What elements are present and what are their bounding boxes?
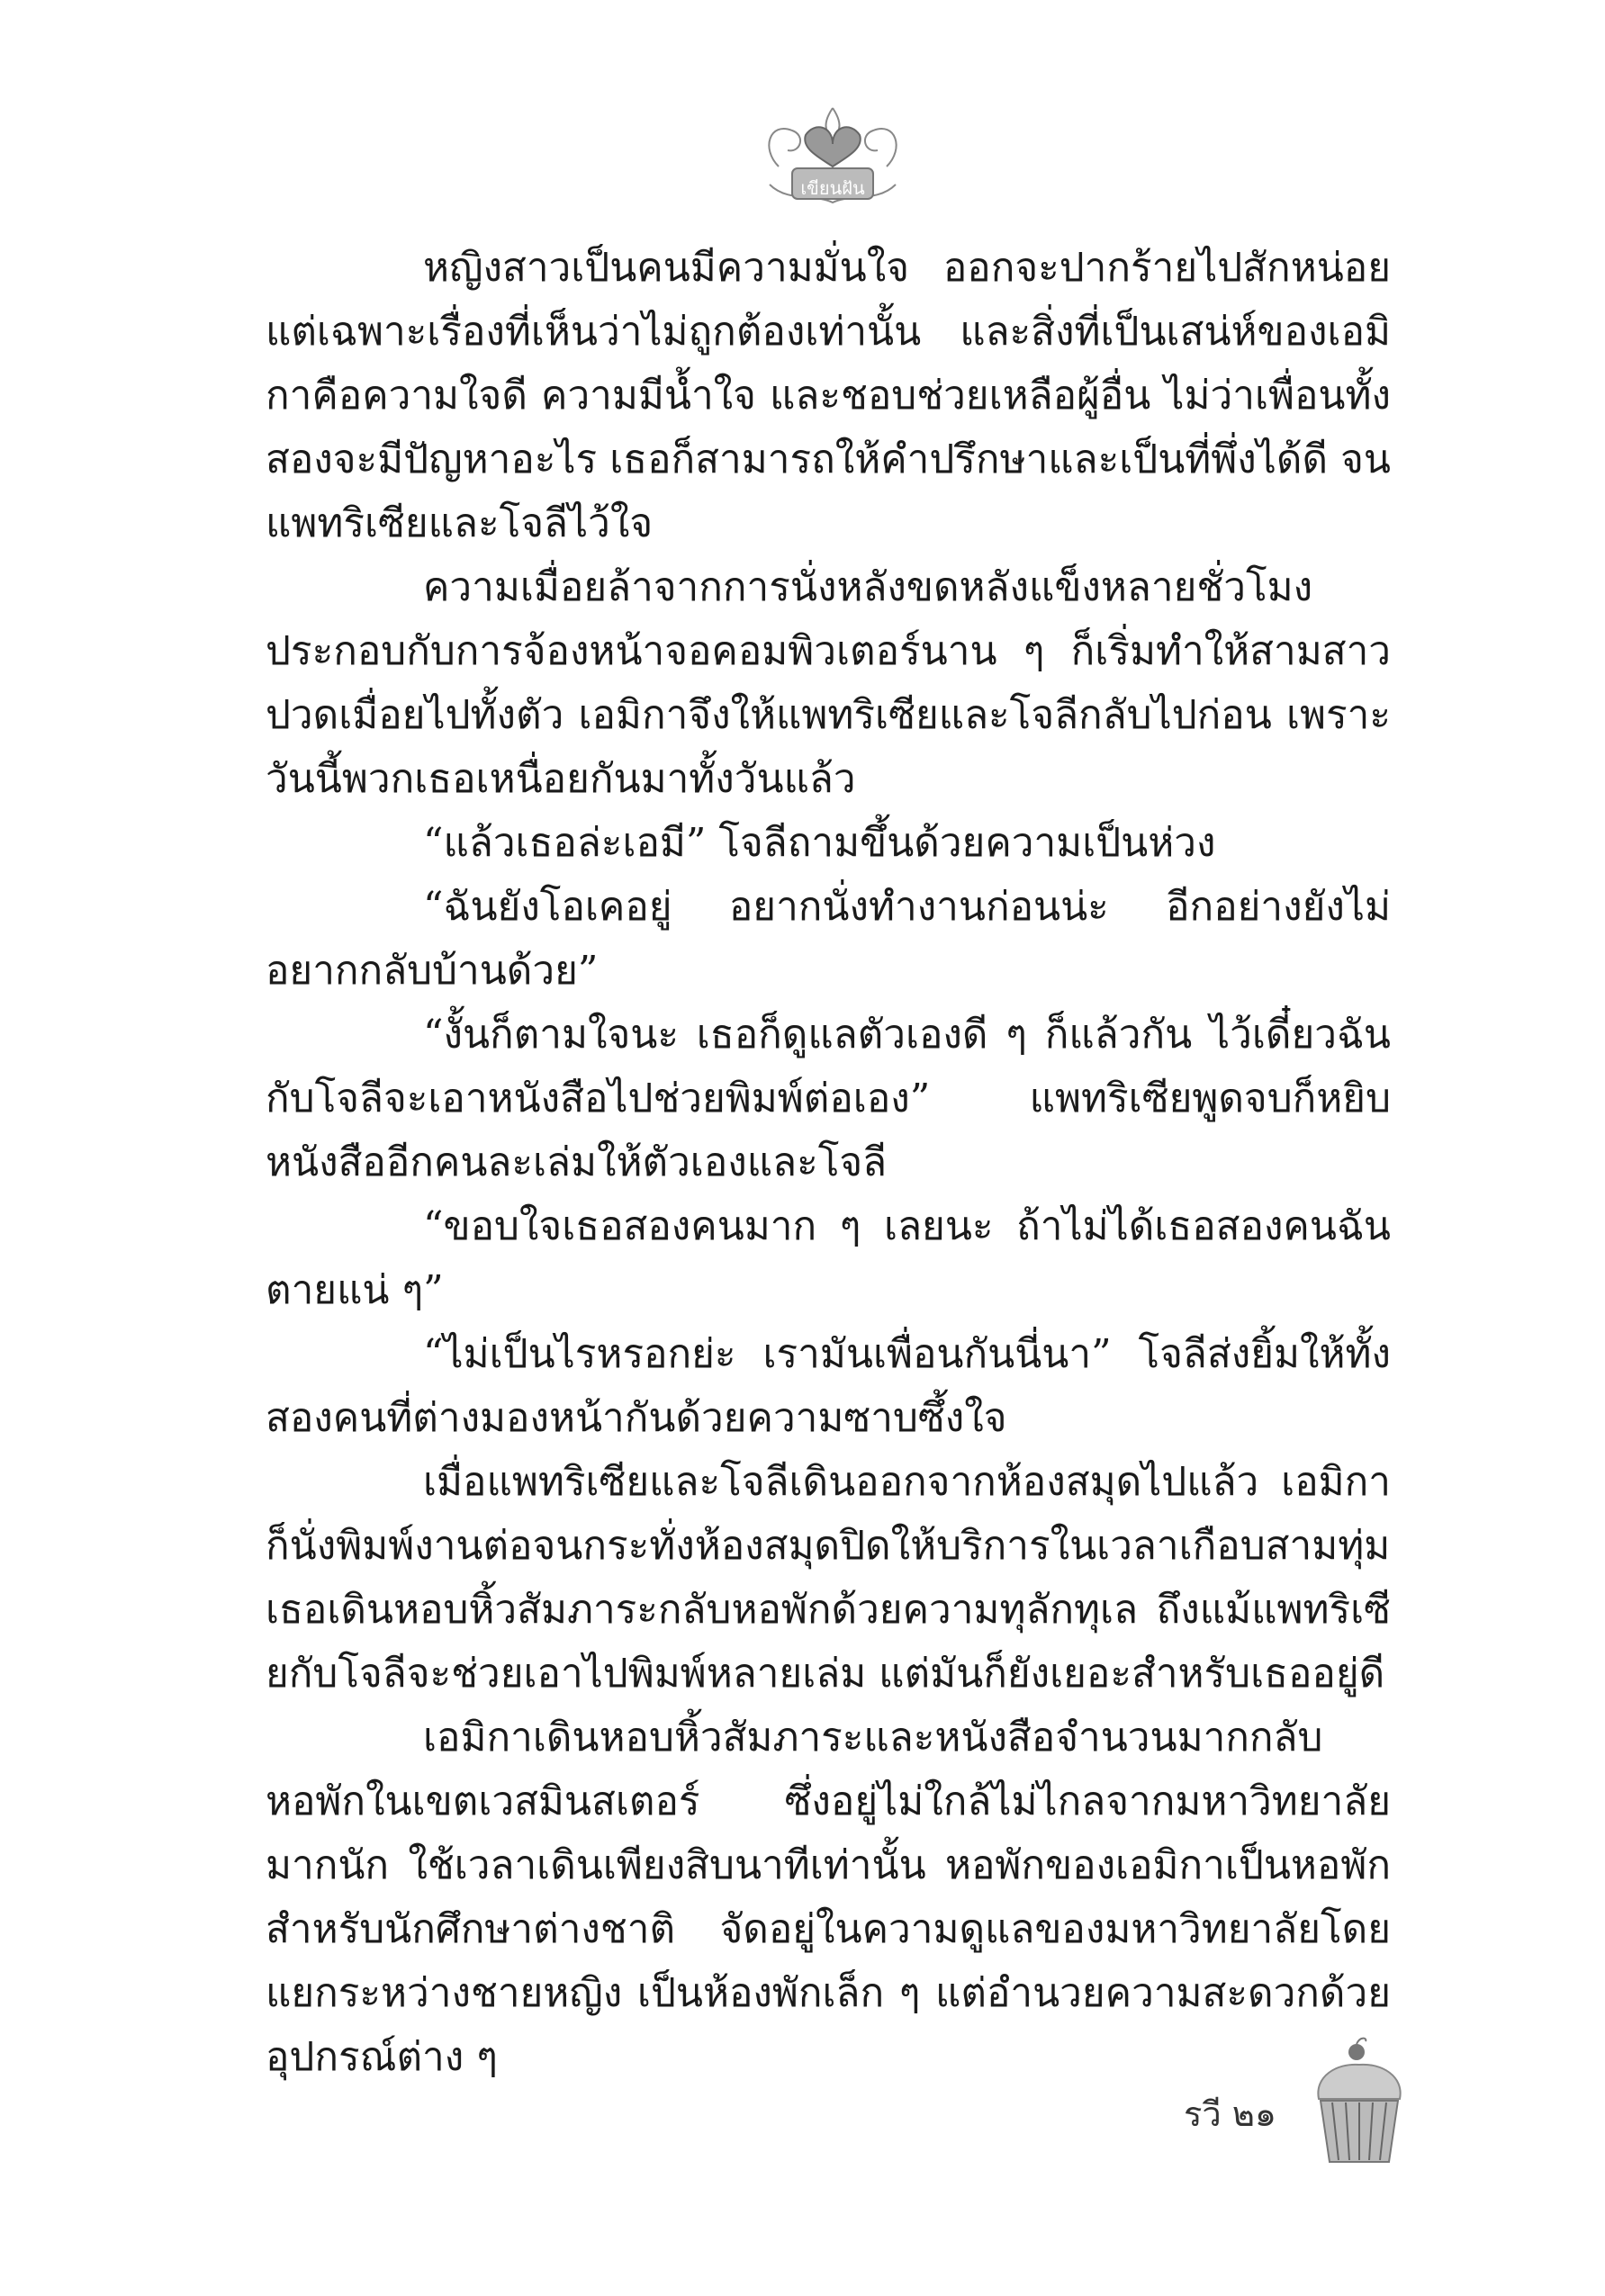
header-logo — [752, 95, 914, 221]
logo-label: เขียนฝัน — [800, 177, 865, 199]
paragraph: หญิงสาวเป็นคนมีความมั่นใจ ออกจะปากร้ายไปสักหน่อย แต่เฉพาะเรื่องที่เห็นว่าไม่ถูกต้องเท่านั้น และสิ่งที่เป็นเสน่ห์ของเอมิกาคือความใจดี ความมีน้ำใจ และชอบช่วยเหลือผู้อื่น ไม่ว่าเพื่อนทั้งสองจะมีปัญหาอะไร เธอก็สามารถให้คำปรึกษาและเป็นที่พึ่งได้ดี จนแพทริเซียและโจลีไว้ใจ — [266, 245, 1391, 546]
story-text — [266, 236, 1391, 2089]
paragraph: ความเมื่อยล้าจากการนั่งหลังขดหลังแข็งหลายชั่วโมงประกอบกับการจ้องหน้าจอคอมพิวเตอร์นาน ๆ ก็เริ่มทำให้สามสาวปวดเมื่อยไปทั้งตัว เอมิกาจึงให้แพทริเซียและโจลีกลับไปก่อน เพราะวันนี้พวกเธอเหนื่อยกันมาทั้งวันแล้ว — [266, 564, 1391, 802]
paragraph: “ขอบใจเธอสองคนมาก ๆ เลยนะ ถ้าไม่ได้เธอสองคนฉันตายแน่ ๆ” — [266, 1203, 1391, 1313]
paragraph: เอมิกาเดินหอบหิ้วสัมภาระและหนังสือจำนวนมากกลับหอพักในเขตเวสมินสเตอร์ ซึ่งอยู่ไม่ใกล้ไม่ไกลจากมหาวิทยาลัยมากนัก ใช้เวลาเดินเพียงสิบนาทีเท่านั้น หอพักของเอมิกาเป็นหอพักสำหรับนักศึกษาต่างชาติ จัดอยู่ในความดูแลของมหาวิทยาลัยโดยแยกระหว่างชายหญิง เป็นห้องพักเล็ก ๆ แต่อำนวยความสะดวกด้วยอุปกรณ์ต่าง ๆ — [266, 1715, 1391, 2080]
paragraph: “ไม่เป็นไรหรอกย่ะ เรามันเพื่อนกันนี่นา” โจลีส่งยิ้มให้ทั้งสองคนที่ต่างมองหน้ากันด้วยความซาบซึ้งใจ — [266, 1331, 1391, 1441]
paragraph: “ฉันยังโอเคอยู่ อยากนั่งทำงานก่อนน่ะ อีกอย่างยังไม่อยากกลับบ้านด้วย” — [266, 884, 1391, 994]
paragraph: “แล้วเธอล่ะเอมี” โจลีถามขึ้นด้วยความเป็นห่วง — [423, 820, 1216, 866]
paragraph: “งั้นก็ตามใจนะ เธอก็ดูแลตัวเองดี ๆ ก็แล้วกัน ไว้เดี๋ยวฉันกับโจลีจะเอาหนังสือไปช่วยพิมพ์ต่อเอง” แพทริเซียพูดจบก็หยิบหนังสืออีกคนละเล่มให้ตัวเองและโจลี — [266, 1012, 1391, 1185]
page-number: รวี ๒๑ — [1184, 2094, 1276, 2134]
cupcake-icon — [1310, 2036, 1409, 2171]
paragraph: เมื่อแพทริเซียและโจลีเดินออกจากห้องสมุดไปแล้ว เอมิกาก็นั่งพิมพ์งานต่อจนกระทั่งห้องสมุดปิดให้บริการในเวลาเกือบสามทุ่ม เธอเดินหอบหิ้วสัมภาระกลับหอพักด้วยความทุลักทุเล ถึงแม้แพทริเซียกับโจลีจะช่วยเอาไปพิมพ์หลายเล่ม แต่มันก็ยังเยอะสำหรับเธออยู่ดี — [266, 1459, 1391, 1697]
